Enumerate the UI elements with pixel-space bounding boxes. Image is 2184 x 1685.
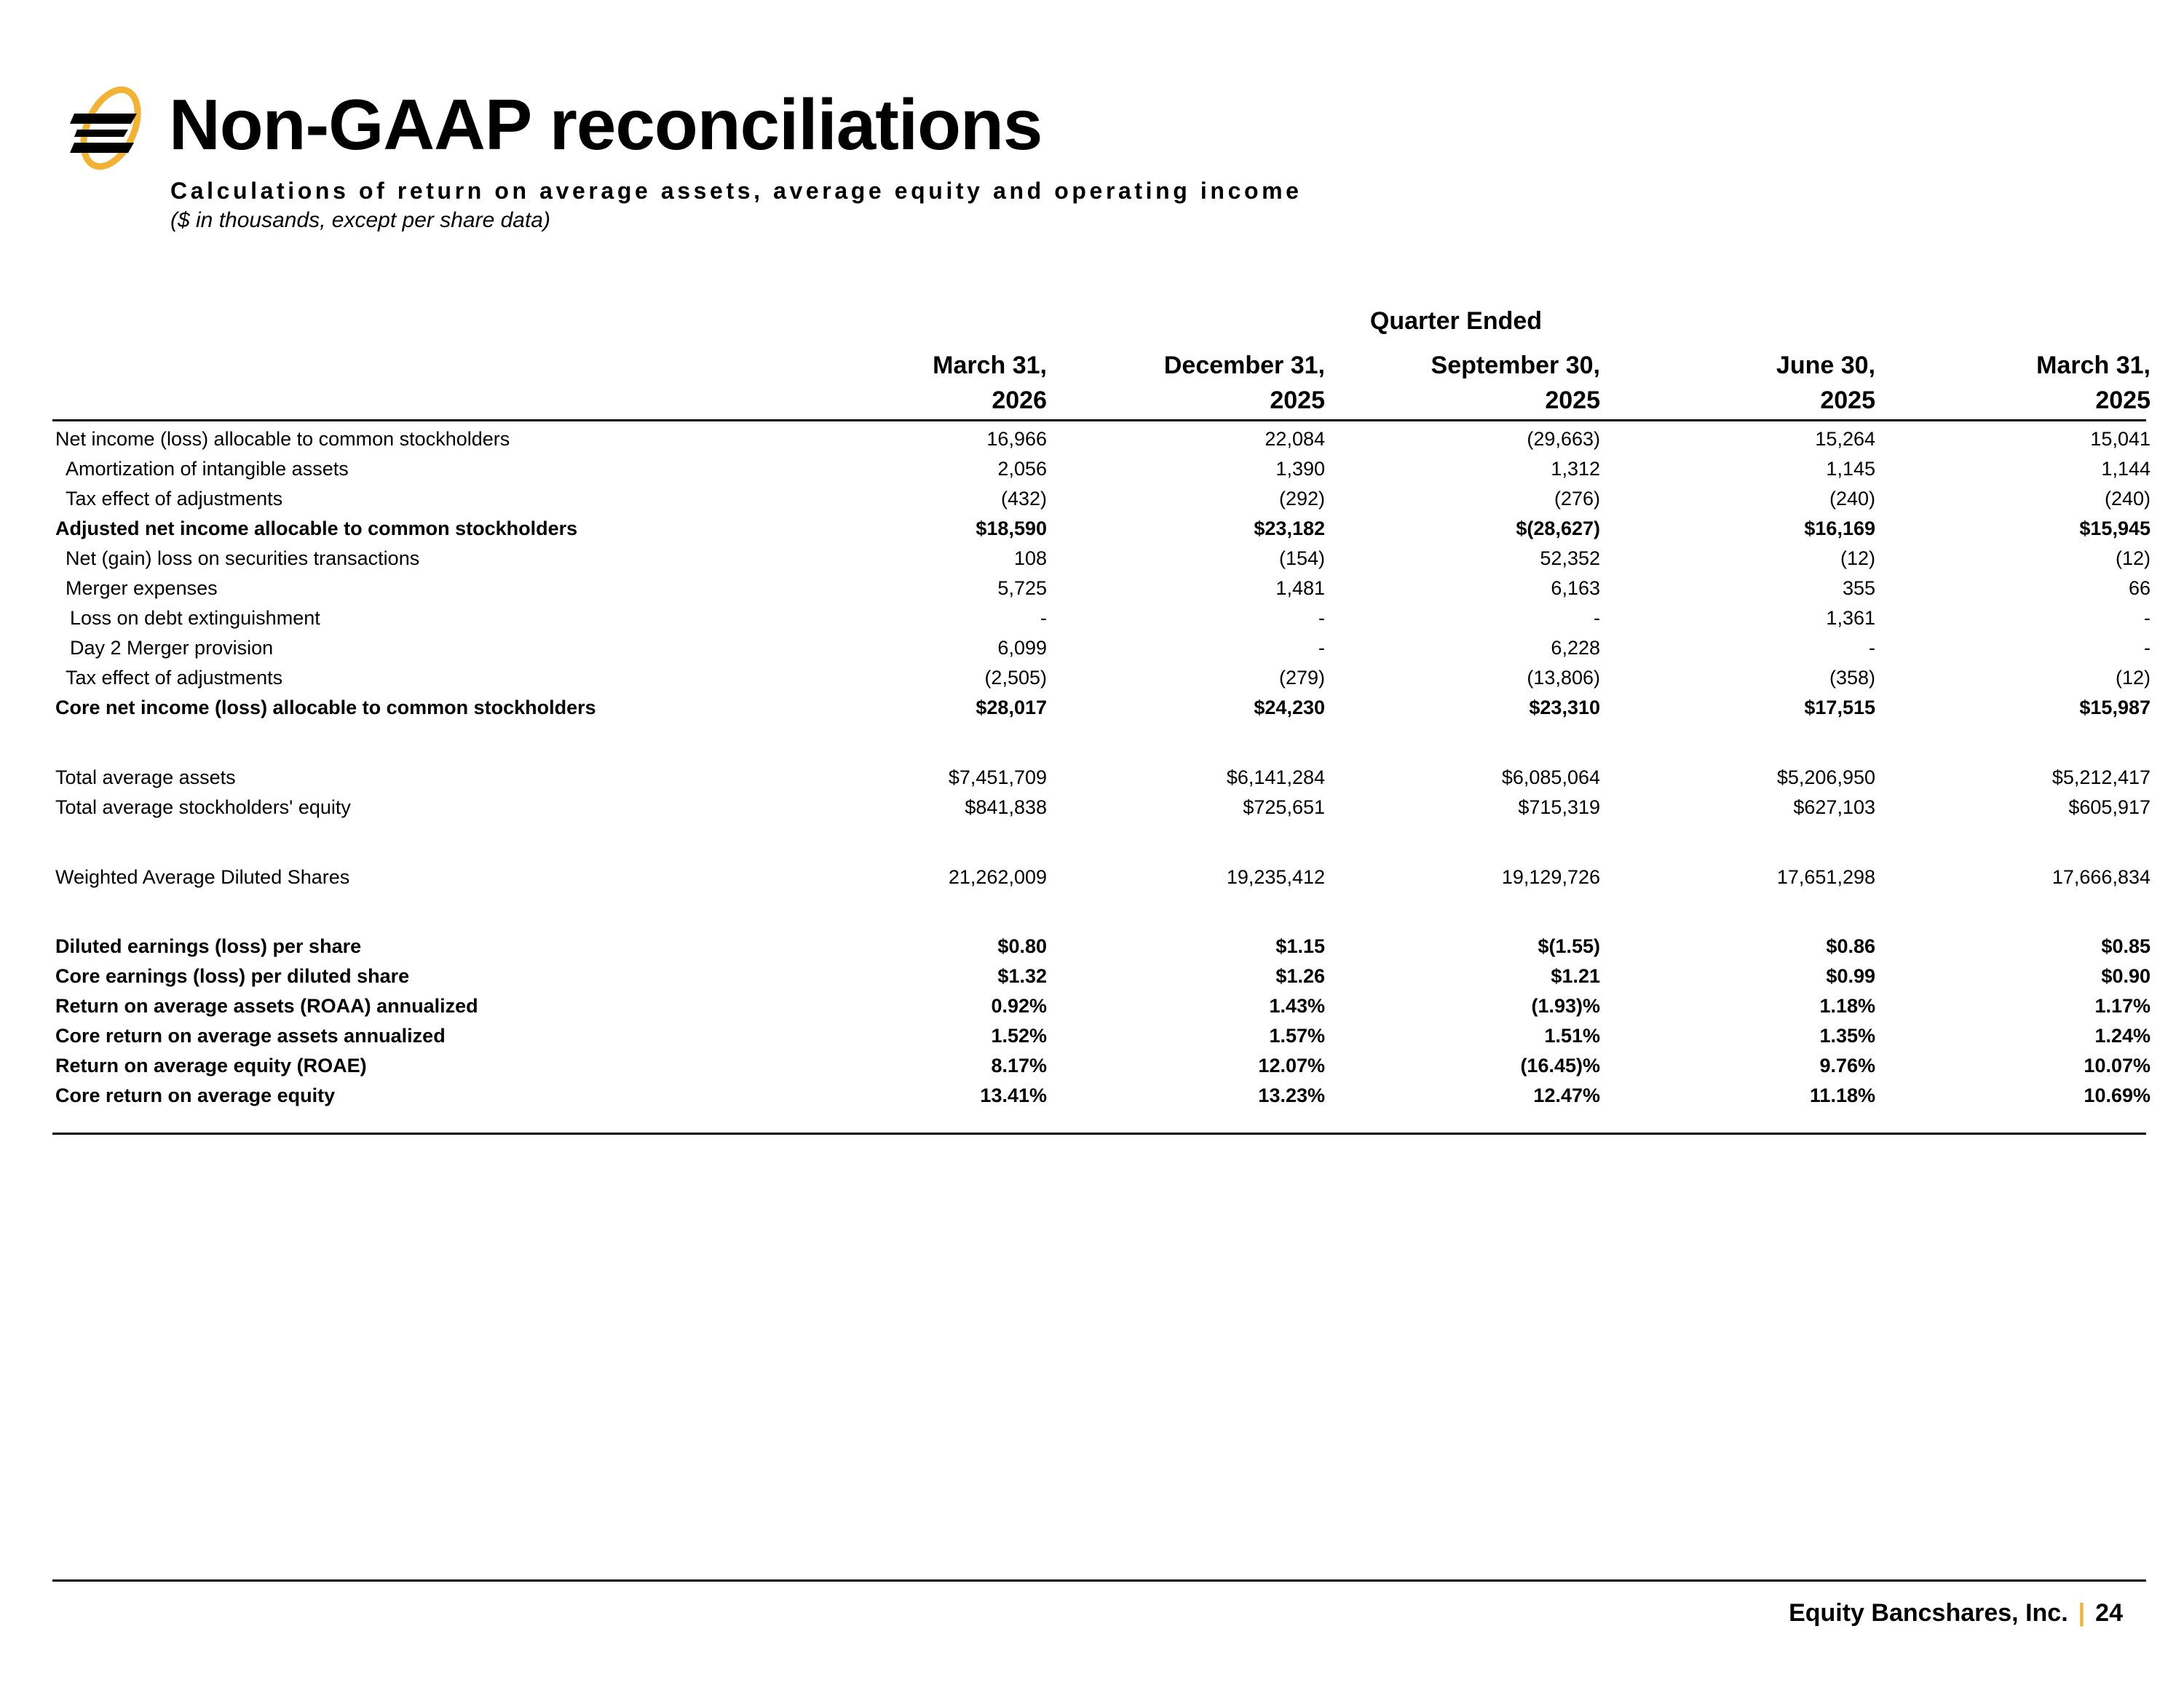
- table-row: [0, 454, 2184, 483]
- row-label: Loss on debt extinguishment: [70, 607, 320, 629]
- cell: (240): [2104, 488, 2151, 510]
- table-row: [0, 863, 2184, 892]
- cell: $(1.55): [1538, 935, 1600, 957]
- cell: $15,945: [2079, 518, 2151, 539]
- row-label: Amortization of intangible assets: [66, 458, 349, 480]
- cell: 6,099: [997, 637, 1047, 659]
- footer-rule: [52, 1579, 2146, 1582]
- cell: (16.45)%: [1520, 1055, 1600, 1077]
- table-row: [0, 603, 2184, 633]
- footer: [1789, 1595, 2123, 1630]
- cell: 66: [2128, 577, 2151, 599]
- cell: $23,182: [1254, 518, 1325, 539]
- cell: $28,017: [976, 697, 1047, 718]
- cell: 1.57%: [1269, 1025, 1325, 1047]
- units-note: ($ in thousands, except per share data): [170, 208, 550, 232]
- table-row: [0, 633, 2184, 662]
- cell: $16,169: [1804, 518, 1875, 539]
- cell: 1.17%: [2094, 995, 2151, 1017]
- row-label: Weighted Average Diluted Shares: [55, 866, 350, 888]
- cell: 8.17%: [991, 1055, 1047, 1077]
- cell: (154): [1278, 547, 1325, 569]
- cell: (276): [1554, 488, 1600, 510]
- table-row: [0, 1021, 2184, 1050]
- cell: 9.76%: [1819, 1055, 1875, 1077]
- cell: (358): [1829, 667, 1875, 689]
- cell: (279): [1278, 667, 1325, 689]
- row-label: Core return on average equity: [55, 1085, 336, 1106]
- cell: 13.23%: [1258, 1085, 1325, 1106]
- cell: 10.07%: [2084, 1055, 2151, 1077]
- cell: 52,352: [1540, 547, 1600, 569]
- cell: 15,264: [1815, 428, 1875, 450]
- cell: $0.85: [2101, 935, 2151, 957]
- cell: $841,838: [965, 796, 1047, 818]
- cell: -: [1318, 607, 1325, 629]
- cell: 16,966: [986, 428, 1047, 450]
- cell: -: [1040, 607, 1047, 629]
- cell: 1,312: [1551, 458, 1600, 480]
- row-label: Return on average assets (ROAA) annualized: [55, 995, 478, 1017]
- cell: 17,666,834: [2052, 866, 2151, 888]
- cell: $605,917: [2068, 796, 2151, 818]
- cell: 1.35%: [1819, 1025, 1875, 1047]
- column-header: June 30, 2025: [1776, 352, 1875, 414]
- cell: $1.26: [1275, 965, 1325, 987]
- table-bottom-rule: [52, 1133, 2146, 1135]
- cell: (29,663): [1527, 428, 1600, 450]
- cell: $5,206,950: [1776, 766, 1875, 788]
- row-label: Day 2 Merger provision: [70, 637, 274, 659]
- cell: $17,515: [1804, 697, 1875, 718]
- table-row: [0, 574, 2184, 603]
- footer-separator: |: [2078, 1599, 2086, 1627]
- company-name: Equity Bancshares, Inc.: [1789, 1599, 2068, 1627]
- cell: 17,651,298: [1776, 866, 1875, 888]
- table-row: [0, 793, 2184, 822]
- table-row: [0, 544, 2184, 573]
- row-label: Merger expenses: [66, 577, 218, 599]
- cell: -: [1869, 637, 1875, 659]
- cell: 12.47%: [1533, 1085, 1600, 1106]
- column-header: March 31, 2025: [2036, 352, 2151, 414]
- table-row: [0, 991, 2184, 1020]
- cell: 5,725: [997, 577, 1047, 599]
- row-label: Total average assets: [55, 766, 236, 788]
- cell: 2,056: [997, 458, 1047, 480]
- row-label: Return on average equity (ROAE): [55, 1055, 367, 1077]
- column-header: March 31, 2026: [933, 352, 1047, 414]
- table-row: [0, 424, 2184, 453]
- cell: 13.41%: [980, 1085, 1047, 1106]
- row-label: Tax effect of adjustments: [66, 667, 283, 689]
- cell: $0.90: [2101, 965, 2151, 987]
- row-label: Core earnings (loss) per diluted share: [55, 965, 410, 987]
- cell: $715,319: [1518, 796, 1600, 818]
- cell: $1.21: [1551, 965, 1600, 987]
- row-label: Diluted earnings (loss) per share: [55, 935, 362, 957]
- row-label: Net income (loss) allocable to common stockholders: [55, 428, 510, 450]
- cell: -: [2144, 607, 2151, 629]
- cell: $725,651: [1243, 796, 1325, 818]
- cell: (292): [1278, 488, 1325, 510]
- cell: $627,103: [1793, 796, 1875, 818]
- table-row: [0, 763, 2184, 792]
- cell: $1.32: [997, 965, 1047, 987]
- cell: $23,310: [1529, 697, 1600, 718]
- cell: (2,505): [984, 667, 1047, 689]
- row-label: Core net income (loss) allocable to common stockholders: [55, 697, 596, 718]
- cell: $7,451,709: [948, 766, 1047, 788]
- cell: $1.15: [1275, 935, 1325, 957]
- cell: $0.99: [1826, 965, 1875, 987]
- cell: 10.69%: [2084, 1085, 2151, 1106]
- cell: $15,987: [2079, 697, 2151, 718]
- cell: 0.92%: [991, 995, 1047, 1017]
- cell: 19,235,412: [1226, 866, 1325, 888]
- row-label: Total average stockholders' equity: [55, 796, 351, 818]
- cell: 1.51%: [1544, 1025, 1600, 1047]
- cell: 1,144: [2101, 458, 2151, 480]
- cell: 1.52%: [991, 1025, 1047, 1047]
- group-header-quarter-ended: Quarter Ended: [1369, 307, 1543, 335]
- cell: (13,806): [1527, 667, 1600, 689]
- table-row-subtotal: [0, 514, 2184, 543]
- table-row: [0, 1081, 2184, 1110]
- cell: $0.80: [997, 935, 1047, 957]
- cell: $5,212,417: [2052, 766, 2151, 788]
- cell: 1,390: [1275, 458, 1325, 480]
- cell: 1.43%: [1269, 995, 1325, 1017]
- cell: (432): [1000, 488, 1047, 510]
- row-label: Tax effect of adjustments: [66, 488, 283, 510]
- cell: 19,129,726: [1501, 866, 1600, 888]
- cell: $6,085,064: [1501, 766, 1600, 788]
- table-header-rule: [52, 419, 2146, 421]
- cell: $24,230: [1254, 697, 1325, 718]
- cell: (12): [2115, 667, 2151, 689]
- row-label: Core return on average assets annualized: [55, 1025, 446, 1047]
- cell: $18,590: [976, 518, 1047, 539]
- row-label: Adjusted net income allocable to common stockholders: [55, 518, 578, 539]
- cell: (12): [2115, 547, 2151, 569]
- column-header: September 30, 2025: [1431, 352, 1600, 414]
- cell: 6,228: [1551, 637, 1600, 659]
- cell: 21,262,009: [948, 866, 1047, 888]
- cell: 1.18%: [1819, 995, 1875, 1017]
- cell: (240): [1829, 488, 1875, 510]
- page-title: Non-GAAP reconciliations: [169, 84, 1042, 164]
- row-label: Net (gain) loss on securities transactions: [66, 547, 420, 569]
- cell: 6,163: [1551, 577, 1600, 599]
- cell: $6,141,284: [1226, 766, 1325, 788]
- cell: (12): [1840, 547, 1875, 569]
- cell: 1,361: [1826, 607, 1875, 629]
- equity-bancshares-logo-icon: [70, 84, 144, 178]
- cell: 22,084: [1265, 428, 1325, 450]
- cell: $0.86: [1826, 935, 1875, 957]
- page-number: 24: [2095, 1599, 2123, 1627]
- cell: $(28,627): [1516, 518, 1600, 539]
- cell: 108: [1013, 547, 1047, 569]
- cell: 355: [1842, 577, 1875, 599]
- column-header: December 31, 2025: [1163, 352, 1325, 414]
- cell: -: [2144, 637, 2151, 659]
- cell: (1.93)%: [1531, 995, 1600, 1017]
- cell: 11.18%: [1809, 1085, 1875, 1106]
- cell: 1.24%: [2094, 1025, 2151, 1047]
- page-subtitle: Calculations of return on average assets, average equity and operating income: [170, 178, 1302, 204]
- table-row: [0, 932, 2184, 961]
- cell: -: [1594, 607, 1600, 629]
- cell: 12.07%: [1258, 1055, 1325, 1077]
- table-row-total: [0, 693, 2184, 722]
- table-row: [0, 962, 2184, 991]
- table-row: [0, 484, 2184, 513]
- cell: 1,481: [1275, 577, 1325, 599]
- cell: 1,145: [1826, 458, 1875, 480]
- table-row: [0, 1051, 2184, 1080]
- table-row: [0, 663, 2184, 692]
- cell: 15,041: [2090, 428, 2151, 450]
- cell: -: [1318, 637, 1325, 659]
